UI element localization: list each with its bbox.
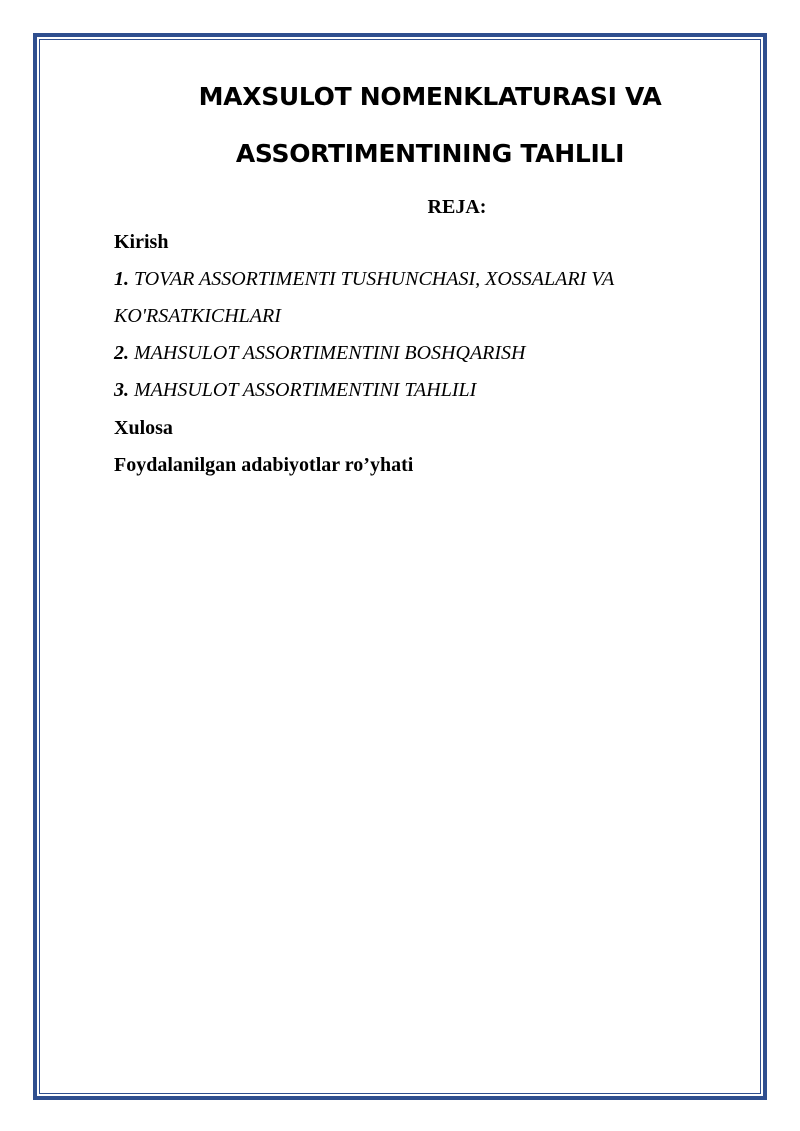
plan-heading: REJA:: [427, 196, 487, 218]
plan-intro: Kirish: [114, 231, 169, 253]
plan-references: Foydalanilgan adabiyotlar ro’yhati: [114, 454, 414, 476]
document-title-line-2: ASSORTIMENTINING TAHLILI: [235, 139, 625, 168]
plan-item-1-text: TOVAR ASSORTIMENTI TUSHUNCHASI, XOSSALARI VA: [134, 268, 615, 290]
plan-item-3-number: 3.: [114, 379, 129, 401]
plan-item-1-continuation: KO'RSATKICHLARI: [114, 305, 281, 327]
document-title-line-1: MAXSULOT NOMENKLATURASI VA: [198, 82, 662, 111]
plan-item-2-number: 2.: [114, 342, 129, 364]
plan-item-1-number: 1.: [114, 268, 129, 290]
plan-item-3-text: MAHSULOT ASSORTIMENTINI TAHLILI: [134, 379, 477, 401]
plan-item-1: [114, 269, 614, 289]
plan-item-3: [114, 380, 476, 400]
plan-item-2: [114, 343, 525, 363]
plan-conclusion: Xulosa: [114, 417, 173, 439]
plan-item-2-text: MAHSULOT ASSORTIMENTINI BOSHQARISH: [134, 342, 526, 364]
